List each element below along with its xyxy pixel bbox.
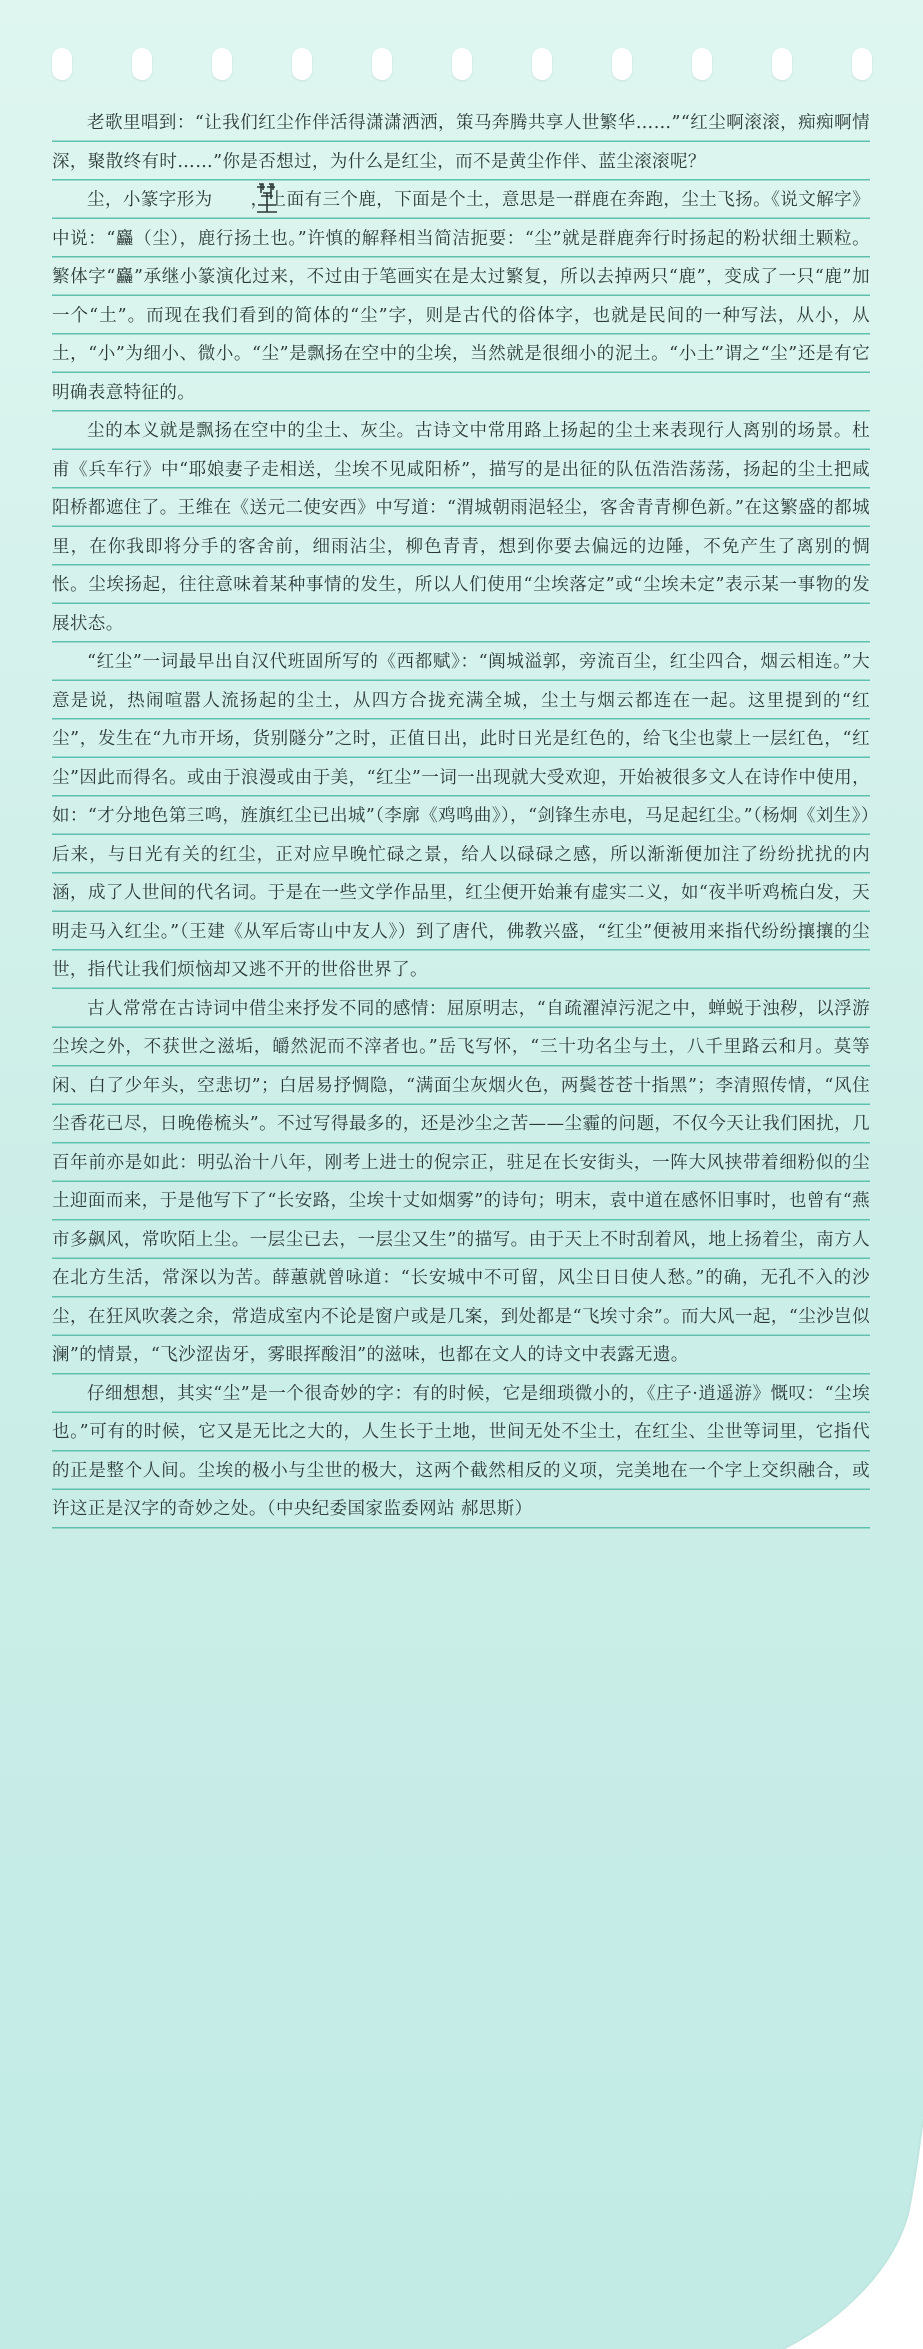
binder-hole xyxy=(372,48,392,80)
binder-hole xyxy=(772,48,792,80)
article-paragraph: 老歌里唱到：“让我们红尘作伴活得潇潇洒洒，策马奔腾共享人世繁华……”“红尘啊滚滚，痴痴啊情深，聚散终有时……”你是否想过，为什么是红尘，而不是黄尘作伴、蓝尘滚滚呢？ xyxy=(52,104,870,181)
binder-holes xyxy=(0,48,923,88)
article-paragraph: 古人常常在古诗词中借尘来抒发不同的感情：屈原明志，“自疏濯淖污泥之中，蝉蜕于浊秽，以浮游尘埃之外，不获世之滋垢，皭然泥而不滓者也。”岳飞写怀，“三十功名尘与土，八千里路云和月。莫等闲、白了少年头，空悲切”；白居易抒惆隐，“满面尘灰烟火色，两鬓苍苍十指黑”；李清照传情，“风住尘香花已尽，日晚倦梳头”。不过写得最多的，还是沙尘之苦——尘霾的问题，不仅今天让我们困扰，几百年前亦是如此：明弘治十八年，刚考上进士的倪宗正，驻足在长安街头，一阵大风挟带着细粉似的尘土迎面而来，于是他写下了“长安路，尘埃十丈如烟雾”的诗句；明末，袁中道在感怀旧事时，也曾有“燕市多飙风，常吹陌上尘。一层尘已去，一层尘又生”的描写。由于天上不时刮着风，地上扬着尘，南方人在北方生活，常深以为苦。薛蕙就曾咏道：“长安城中不可留，风尘日日使人愁。”的确，无孔不入的沙尘，在狂风吹袭之余，常造成室内不论是窗户或是几案，到处都是“飞埃寸余”。而大风一起，“尘沙岂似澜”的情景，“飞沙涩齿牙，雾眼挥酸泪”的滋味，也都在文人的诗文中表露无遗。 xyxy=(52,990,870,1375)
article-body xyxy=(52,104,870,1529)
binder-hole xyxy=(212,48,232,80)
paragraph-text: ，上面有三个鹿，下面是个土，意思是一群鹿在奔跑，尘土飞扬。《说文解字》中说：“麤（尘），鹿行扬土也。”许慎的解释相当简洁扼要：“尘”就是群鹿奔行时扬起的粉状细土颗粒。繁体字“麤”承继小篆演化过来，不过由于笔画实在是太过繁复，所以去掉两只“鹿”，变成了一只“鹿”加一个“土”。而现在我们看到的简体的“尘”字，则是古代的俗体字，也就是民间的一种写法，从小，从土，“小”为细小、微小。“尘”是飘扬在空中的尘埃，当然就是很细小的泥土。“小土”谓之“尘”还是有它明确表意特征的。 xyxy=(52,190,870,403)
binder-hole xyxy=(612,48,632,80)
binder-hole xyxy=(852,48,872,80)
seal-script-chen-icon xyxy=(219,181,245,215)
article-paragraph: 仔细想想，其实“尘”是一个很奇妙的字：有的时候，它是细琐微小的，《庄子·逍遥游》慨叹：“尘埃也。”可有的时候，它又是无比之大的，人生长于土地，世间无处不尘土，在红尘、尘世等词里，它指代的正是整个人间。尘埃的极小与尘世的极大，这两个截然相反的义项，完美地在一个字上交织融合，或许这正是汉字的奇妙之处。（中央纪委国家监委网站 郝思斯） xyxy=(52,1375,870,1529)
article-paragraph: 尘的本义就是飘扬在空中的尘土、灰尘。古诗文中常用路上扬起的尘土来表现行人离别的场景。杜甫《兵车行》中“耶娘妻子走相送，尘埃不见咸阳桥”，描写的是出征的队伍浩浩荡荡，扬起的尘土把咸阳桥都遮住了。王维在《送元二使安西》中写道：“渭城朝雨浥轻尘，客舍青青柳色新。”在这繁盛的都城里，在你我即将分手的客舍前，细雨沾尘，柳色青青，想到你要去偏远的边陲，不免产生了离别的惆怅。尘埃扬起，往往意味着某种事情的发生，所以人们使用“尘埃落定”或“尘埃未定”表示某一事物的发展状态。 xyxy=(52,412,870,643)
article-paragraph xyxy=(52,181,870,412)
binder-hole xyxy=(292,48,312,80)
page-curl xyxy=(783,2119,923,2349)
paragraph-text: 尘，小篆字形为 xyxy=(87,190,213,210)
article-paragraph: “红尘”一词最早出自汉代班固所写的《西都赋》：“阗城溢郭，旁流百尘，红尘四合，烟云相连。”大意是说，热闹喧嚣人流扬起的尘土，从四方合拢充满全城，尘土与烟云都连在一起。这里提到的“红尘”，发生在“九市开场，货别隧分”之时，正值日出，此时日光是红色的，给飞尘也蒙上一层红色，“红尘”因此而得名。或由于浪漫或由于美，“红尘”一词一出现就大受欢迎，开始被很多文人在诗作中使用，如：“才分地色第三鸣，旌旗红尘已出城”（李廓《鸡鸣曲》），“剑锋生赤电，马足起红尘。”（杨炯《刘生》）后来，与日光有关的红尘，正对应早晚忙碌之景，给人以碌碌之感，所以渐渐便加注了纷纷扰扰的内涵，成了人世间的代名词。于是在一些文学作品里，红尘便开始兼有虚实二义，如“夜半听鸡梳白发，天明走马入红尘。”（王建《从军后寄山中友人》）到了唐代，佛教兴盛，“红尘”便被用来指代纷纷攘攘的尘世，指代让我们烦恼却又逃不开的世俗世界了。 xyxy=(52,643,870,990)
binder-hole xyxy=(132,48,152,80)
binder-hole xyxy=(532,48,552,80)
binder-hole xyxy=(692,48,712,80)
binder-hole xyxy=(52,48,72,80)
binder-hole xyxy=(452,48,472,80)
